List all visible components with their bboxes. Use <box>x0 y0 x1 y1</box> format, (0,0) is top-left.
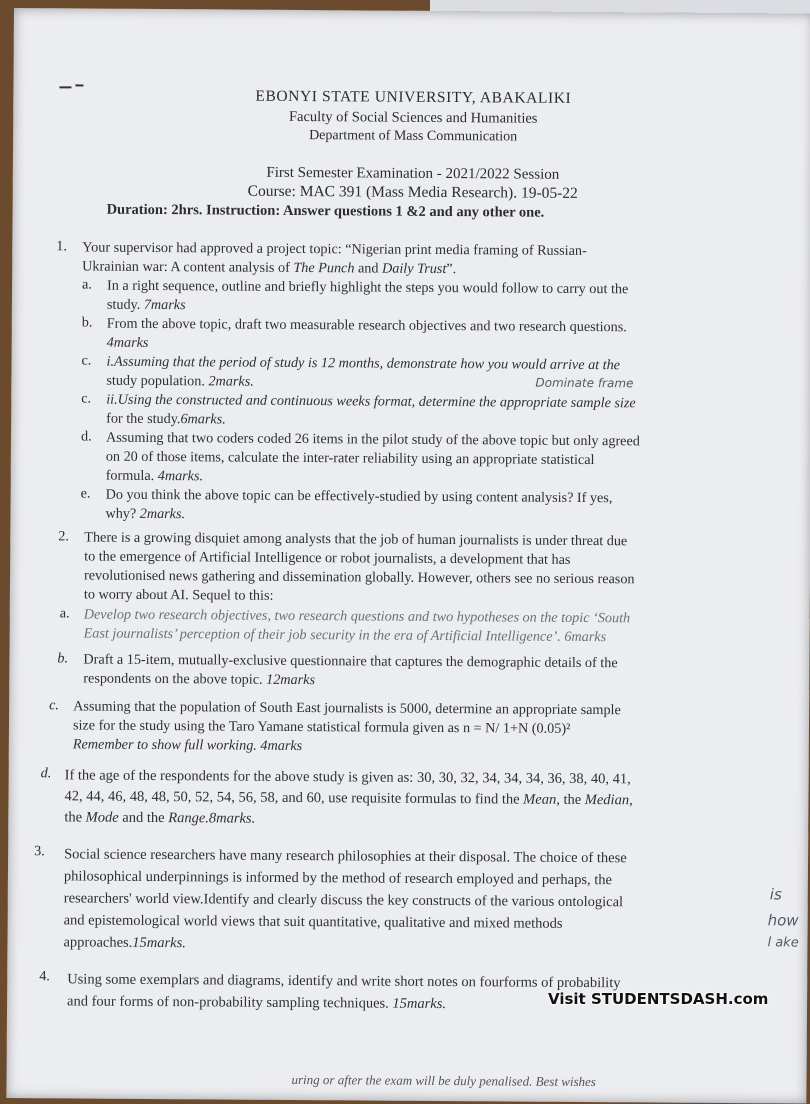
handwritten-note: l ake <box>767 935 799 951</box>
q3-line: Social science researchers have many research philosophies at their disposal. The choice of these <box>64 846 627 867</box>
q2-line: There is a growing disquiet among analysts that the job of human journalists is under threat due <box>84 529 628 550</box>
subquestion-label: e. <box>80 485 91 502</box>
q2b-line: respondents on the above topic. 12marks <box>83 670 316 689</box>
q1d-line: Assuming that two coders coded 26 items in the pilot study of the above topic but only agreed <box>105 429 640 450</box>
exam-paper <box>6 8 810 1104</box>
subquestion-label: b. <box>81 314 93 331</box>
q1e-line: why? 2marks. <box>105 505 186 523</box>
university-name: EBONYI STATE UNIVERSITY, ABAKALIKI <box>255 87 572 107</box>
q1a-text <box>107 277 629 319</box>
course-line: Course: MAC 391 (Mass Media Research). 19-05-22 <box>247 182 578 202</box>
q4-line: Using some exemplars and diagrams, identify and write short notes on fourforms of probability <box>67 971 621 992</box>
q1-line: Your supervisor had approved a project topic: “Nigerian print media framing of Russian- <box>82 239 587 260</box>
q2d-line: If the age of the respondents for the above study is given as: 30, 30, 32, 34, 34, 34, 36, 38, 40, 41, <box>64 767 631 788</box>
q3-line: approaches.15marks. <box>63 934 186 952</box>
q2d-line: 42, 44, 46, 48, 48, 50, 52, 54, 56, 58, and 60, use requisite formulas to find the Mean, the Median, <box>64 788 633 809</box>
q2d-text <box>64 765 633 832</box>
q2d-line: the Mode and the Range.8marks. <box>64 809 256 827</box>
subquestion-label: a. <box>82 276 92 293</box>
subquestion-label: c. <box>49 697 60 714</box>
q1c-line: study population. 2marks. <box>106 372 254 390</box>
q2-line: to the emergence of Artificial Intelligence or robot journalists, a development that has <box>84 548 571 568</box>
q2a-line: Develop two research objectives, two research questions and two hypotheses on the topic ‘South <box>83 606 631 627</box>
q4-text <box>67 968 621 1016</box>
q1c-line: i.Assuming that the period of study is 12 months, demonstrate how you would arrive at the <box>106 353 621 374</box>
q2c-line: size for the study using the Taro Yamane statistical formula given as n = N/ 1+N (0.05)² <box>72 717 571 737</box>
q2c-text <box>73 697 621 758</box>
q2a-line: East journalists’ perception of their job security in the era of Artificial Intelligence’. 6marks <box>83 625 607 646</box>
subquestion-label: c. <box>81 390 92 407</box>
watermark: Visit STUDENTSDASH.com <box>548 990 769 1008</box>
q3-line: researchers' world view.Identify and clearly discuss the key constructs of the various ontological <box>63 890 624 911</box>
q1a-line: study. 7marks <box>106 296 186 314</box>
q2a-text <box>84 606 631 648</box>
q1b-line: From the above topic, draft two measurable research objectives and two research questions. <box>106 315 627 336</box>
q2c-line: Assuming that the population of South East journalists is 5000, determine an appropriate sample <box>73 698 621 719</box>
duration-instruction: Duration: 2hrs. Instruction: Answer questions 1 &2 and any other one. <box>106 201 545 221</box>
q1e-text <box>105 486 612 528</box>
subquestion-label: a. <box>59 605 70 622</box>
q3-text <box>63 843 626 957</box>
subquestion-label: b. <box>57 650 69 667</box>
subquestion-label: d. <box>40 765 52 782</box>
question-number: 1. <box>56 238 68 255</box>
subquestion-label: c. <box>81 352 92 369</box>
question-number: 2. <box>58 528 70 545</box>
q2-text <box>84 529 635 609</box>
question-number: 3. <box>34 843 45 860</box>
q1c-ii-line: ii.Using the constructed and continuous weeks format, determine the appropriate sample size <box>106 391 636 412</box>
q3-line: philosophical underpinnings is informed by the method of research employed and perhaps, the <box>63 868 613 889</box>
department-name: Department of Mass Communication <box>309 128 518 145</box>
q1c-ii-text <box>106 391 636 433</box>
q1-text <box>82 238 587 280</box>
q4-line: and four forms of non-probability sampling techniques. 15marks. <box>67 993 447 1013</box>
handwritten-note: how <box>767 911 799 930</box>
q2b-text <box>83 651 617 693</box>
handwritten-note: is <box>769 885 782 904</box>
q2b-line: Draft a 15-item, mutually-exclusive questionnaire that captures the demographic details of the <box>83 651 618 672</box>
q1b-text <box>107 315 627 357</box>
q2c-line: Remember to show full working. 4marks <box>72 736 303 755</box>
q1e-line: Do you think the above topic can be effectively-studied by using content analysis? If yes, <box>105 486 613 507</box>
footer-note: uring or after the exam will be duly penalised. Best wishes <box>291 1071 596 1090</box>
q1d-line: formula. 4marks. <box>105 467 204 485</box>
q1c-ii-line: for the study.6marks. <box>106 410 226 428</box>
q1-line: Ukrainian war: A content analysis of The Punch and Daily Trust”. <box>82 258 457 278</box>
q2-line: to worry about AI. Sequel to this: <box>83 586 274 604</box>
q2-line: revolutionised news gathering and dissemination globally. However, others see no serious reason <box>83 567 635 588</box>
q1b-marks: 4marks <box>106 334 149 351</box>
q3-line: and epistemological world views that suit quantitative, qualitative and mixed methods <box>63 912 563 932</box>
q1d-line: on 20 of those items, calculate the inter-rater reliability using an appropriate statistical <box>105 448 595 469</box>
q1d-text <box>106 429 640 490</box>
handwritten-note: Dominate frame <box>535 375 634 391</box>
question-number: 4. <box>39 968 50 985</box>
exam-title: First Semester Examination - 2021/2022 Session <box>266 164 560 183</box>
faculty-name: Faculty of Social Sciences and Humanities <box>288 108 538 127</box>
q1a-line: In a right sequence, outline and briefly highlight the steps you would follow to carry out the <box>107 277 629 298</box>
subquestion-label: d. <box>80 428 92 445</box>
